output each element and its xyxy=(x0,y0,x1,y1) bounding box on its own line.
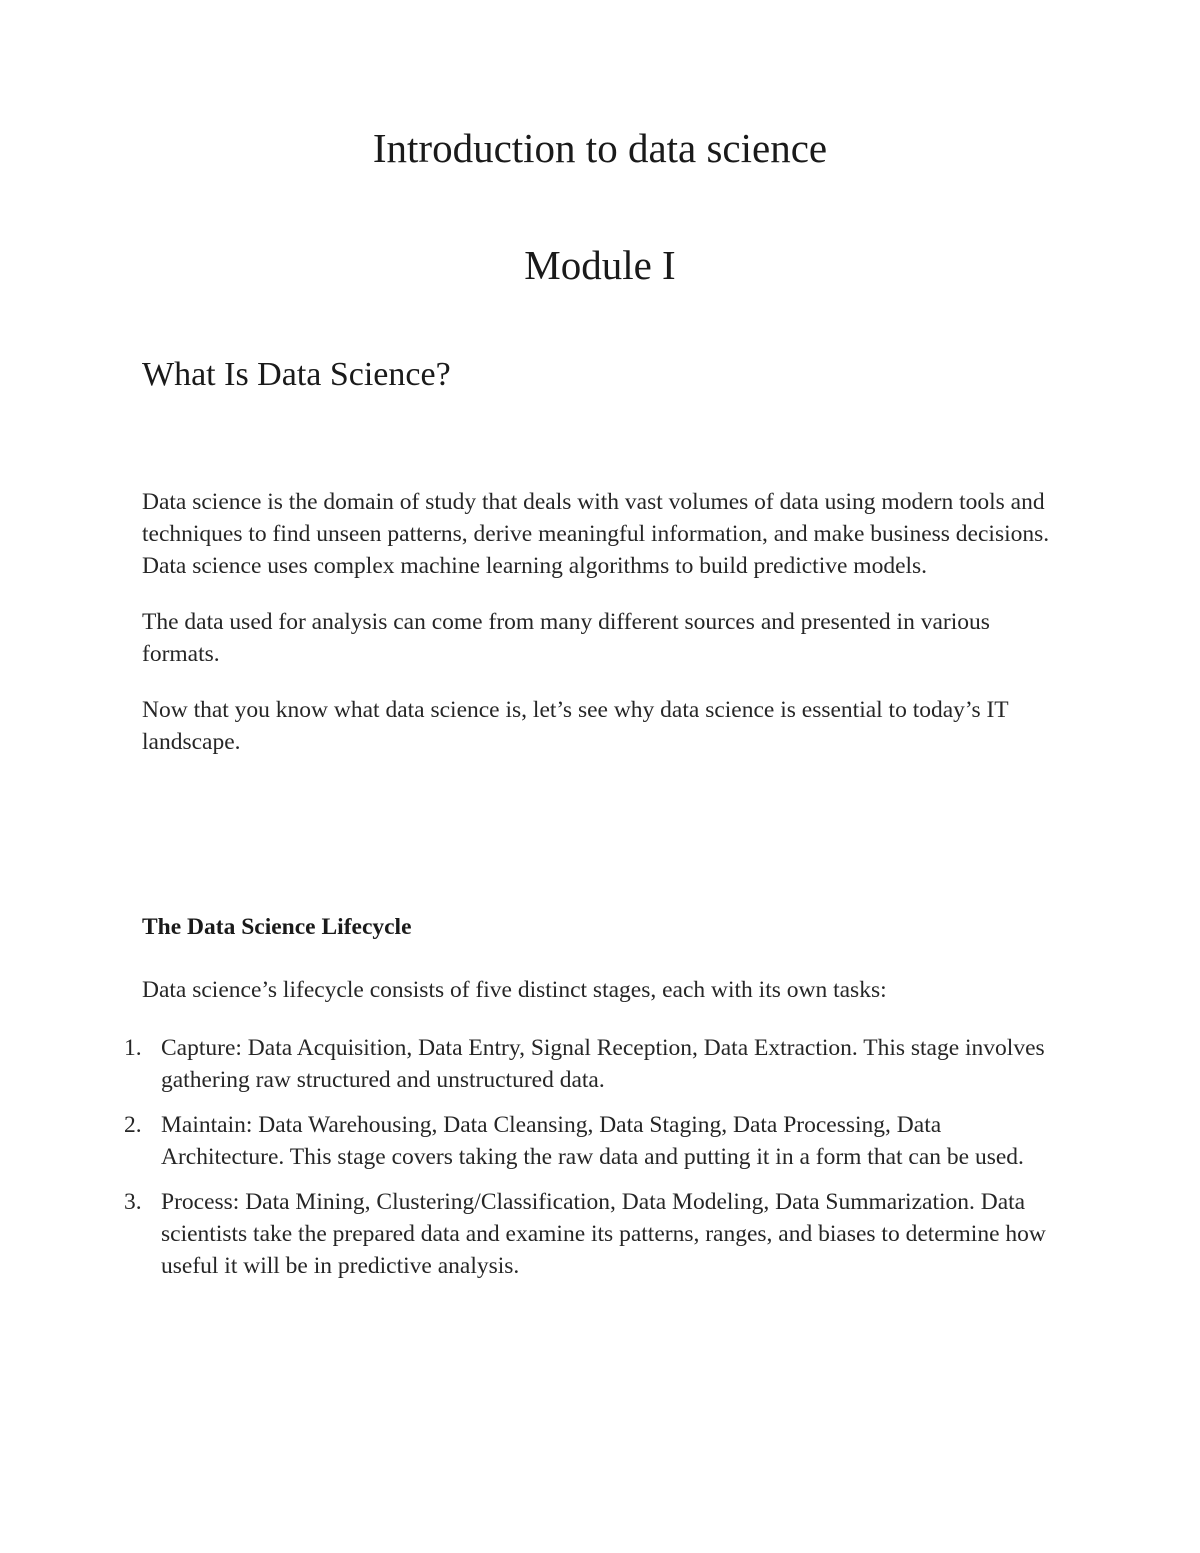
list-number: 1. xyxy=(124,1035,142,1061)
lifecycle-stage-item xyxy=(118,1186,1062,1282)
lifecycle-intro: Data science’s lifecycle consists of five distinct stages, each with its own tasks: xyxy=(142,977,887,1003)
lifecycle-stage-item xyxy=(118,1032,1062,1096)
list-number: 3. xyxy=(124,1189,142,1215)
intro-section xyxy=(142,486,1062,782)
lifecycle-stage-item xyxy=(118,1109,1062,1173)
lifecycle-stage-list xyxy=(118,1032,1062,1295)
module-title: Module I xyxy=(524,242,676,288)
document-title: Introduction to data science xyxy=(372,125,828,171)
stage-text: Capture: Data Acquisition, Data Entry, Signal Reception, Data Extraction. This stage involves gathering raw structured and unstructured data. xyxy=(161,1035,1045,1093)
list-number: 2. xyxy=(124,1112,142,1138)
stage-text: Maintain: Data Warehousing, Data Cleansing, Data Staging, Data Processing, Data Architecture. This stage covers taking the raw data and putting it in a form that can be used. xyxy=(161,1112,1024,1170)
intro-paragraph: Data science is the domain of study that deals with vast volumes of data using modern tools and techniques to find unseen patterns, derive meaningful information, and make business decisions. Data science uses complex machine learning algorithms to build predictive models. xyxy=(142,489,1050,579)
section-heading: What Is Data Science? xyxy=(142,356,451,393)
lifecycle-heading: The Data Science Lifecycle xyxy=(142,914,412,940)
intro-paragraph: Now that you know what data science is, let’s see why data science is essential to today’s IT landscape. xyxy=(142,697,1009,755)
stage-text: Process: Data Mining, Clustering/Classification, Data Modeling, Data Summarization. Data scientists take the prepared data and examine its patterns, ranges, and biases to determine how useful it will be in predictive analysis. xyxy=(161,1189,1046,1279)
intro-paragraph: The data used for analysis can come from many different sources and presented in various formats. xyxy=(142,609,990,667)
